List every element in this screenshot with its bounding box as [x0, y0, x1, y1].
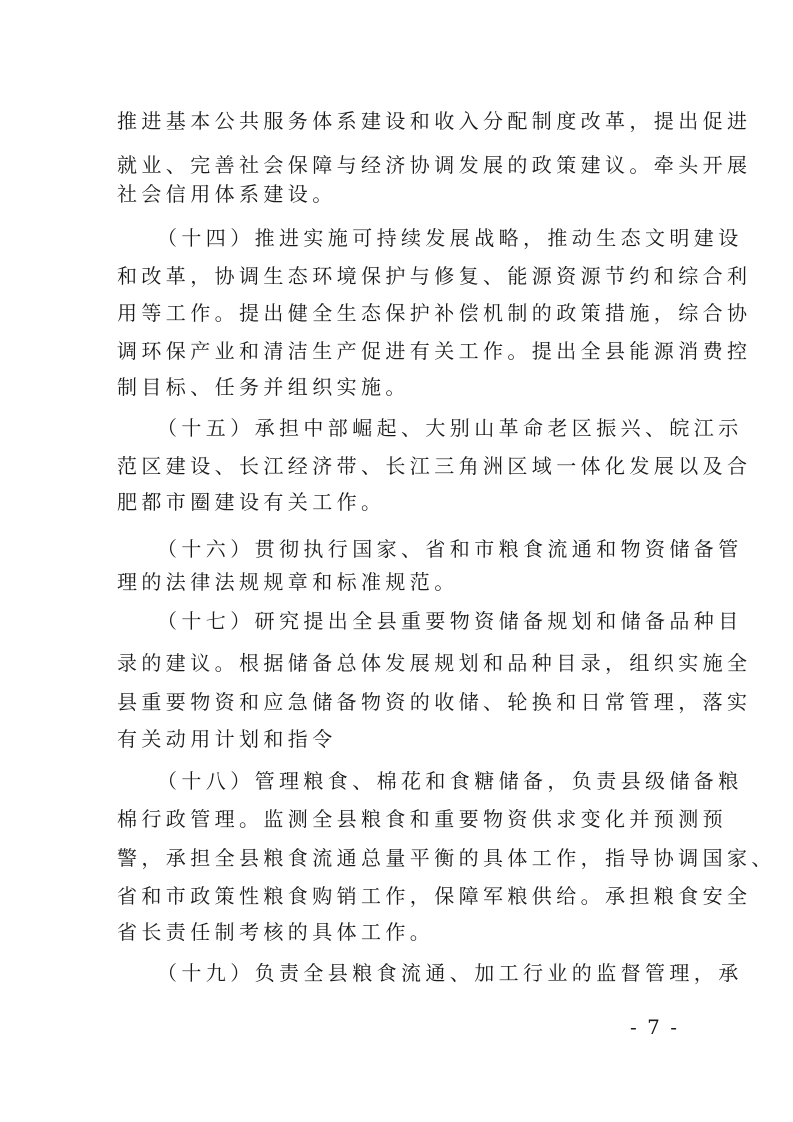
- paragraph-19-line-1: （十九）负责全县粮食流通、加工行业的监督管理，承: [157, 961, 743, 985]
- paragraph-14-line-2: 和改革，协调生态环境保护与修复、能源资源节约和综合利: [117, 264, 752, 288]
- paragraph-17-line-4: 有关动用计划和指令: [117, 727, 337, 751]
- paragraph-18-line-2: 棉行政管理。监测全县粮食和重要物资供求变化并预测预: [117, 807, 727, 831]
- paragraph-18-line-3: 警，承担全县粮食流通总量平衡的具体工作，指导协调国家、: [117, 846, 776, 870]
- paragraph-15-line-2: 范区建设、长江经济带、长江三角洲区域一体化发展以及合: [117, 454, 752, 478]
- paragraph-18-line-1: （十八）管理粮食、棉花和食糖储备，负责县级储备粮: [157, 769, 743, 793]
- paragraph-14-line-1: （十四）推进实施可持续发展战略，推动生态文明建设: [157, 226, 743, 250]
- paragraph-17-line-2: 录的建议。根据储备总体发展规划和品种目录，组织实施全: [117, 651, 752, 675]
- paragraph-15-line-1: （十五）承担中部崛起、大别山革命老区振兴、皖江示: [157, 416, 743, 440]
- paragraph-16-line-1: （十六）贯彻执行国家、省和市粮食流通和物资储备管: [157, 537, 743, 561]
- paragraph-17-line-3: 县重要物资和应急储备物资的收储、轮换和日常管理，落实: [117, 690, 752, 714]
- page-number: - 7 -: [630, 1015, 679, 1039]
- paragraph-14-line-5: 制目标、任务并组织实施。: [117, 375, 410, 399]
- paragraph-18-line-5: 省长责任制考核的具体工作。: [117, 920, 435, 944]
- text-line-3: 社会信用体系建设。: [117, 182, 337, 206]
- paragraph-14-line-4: 调环保产业和清洁生产促进有关工作。提出全县能源消费控: [117, 339, 752, 363]
- text-line-2: 就业、完善社会保障与经济协调发展的政策建议。牵头开展: [117, 153, 752, 177]
- paragraph-16-line-2: 理的法律法规规章和标准规范。: [117, 570, 459, 594]
- paragraph-15-line-3: 肥都市圈建设有关工作。: [117, 490, 386, 514]
- text-line-1: 推进基本公共服务体系建设和收入分配制度改革，提出促进: [117, 109, 752, 133]
- paragraph-14-line-3: 用等工作。提出健全生态保护补偿机制的政策措施，综合协: [117, 301, 752, 325]
- paragraph-17-line-1: （十七）研究提出全县重要物资储备规划和储备品种目: [157, 609, 743, 633]
- paragraph-18-line-4: 省和市政策性粮食购销工作，保障军粮供给。承担粮食安全: [117, 884, 752, 908]
